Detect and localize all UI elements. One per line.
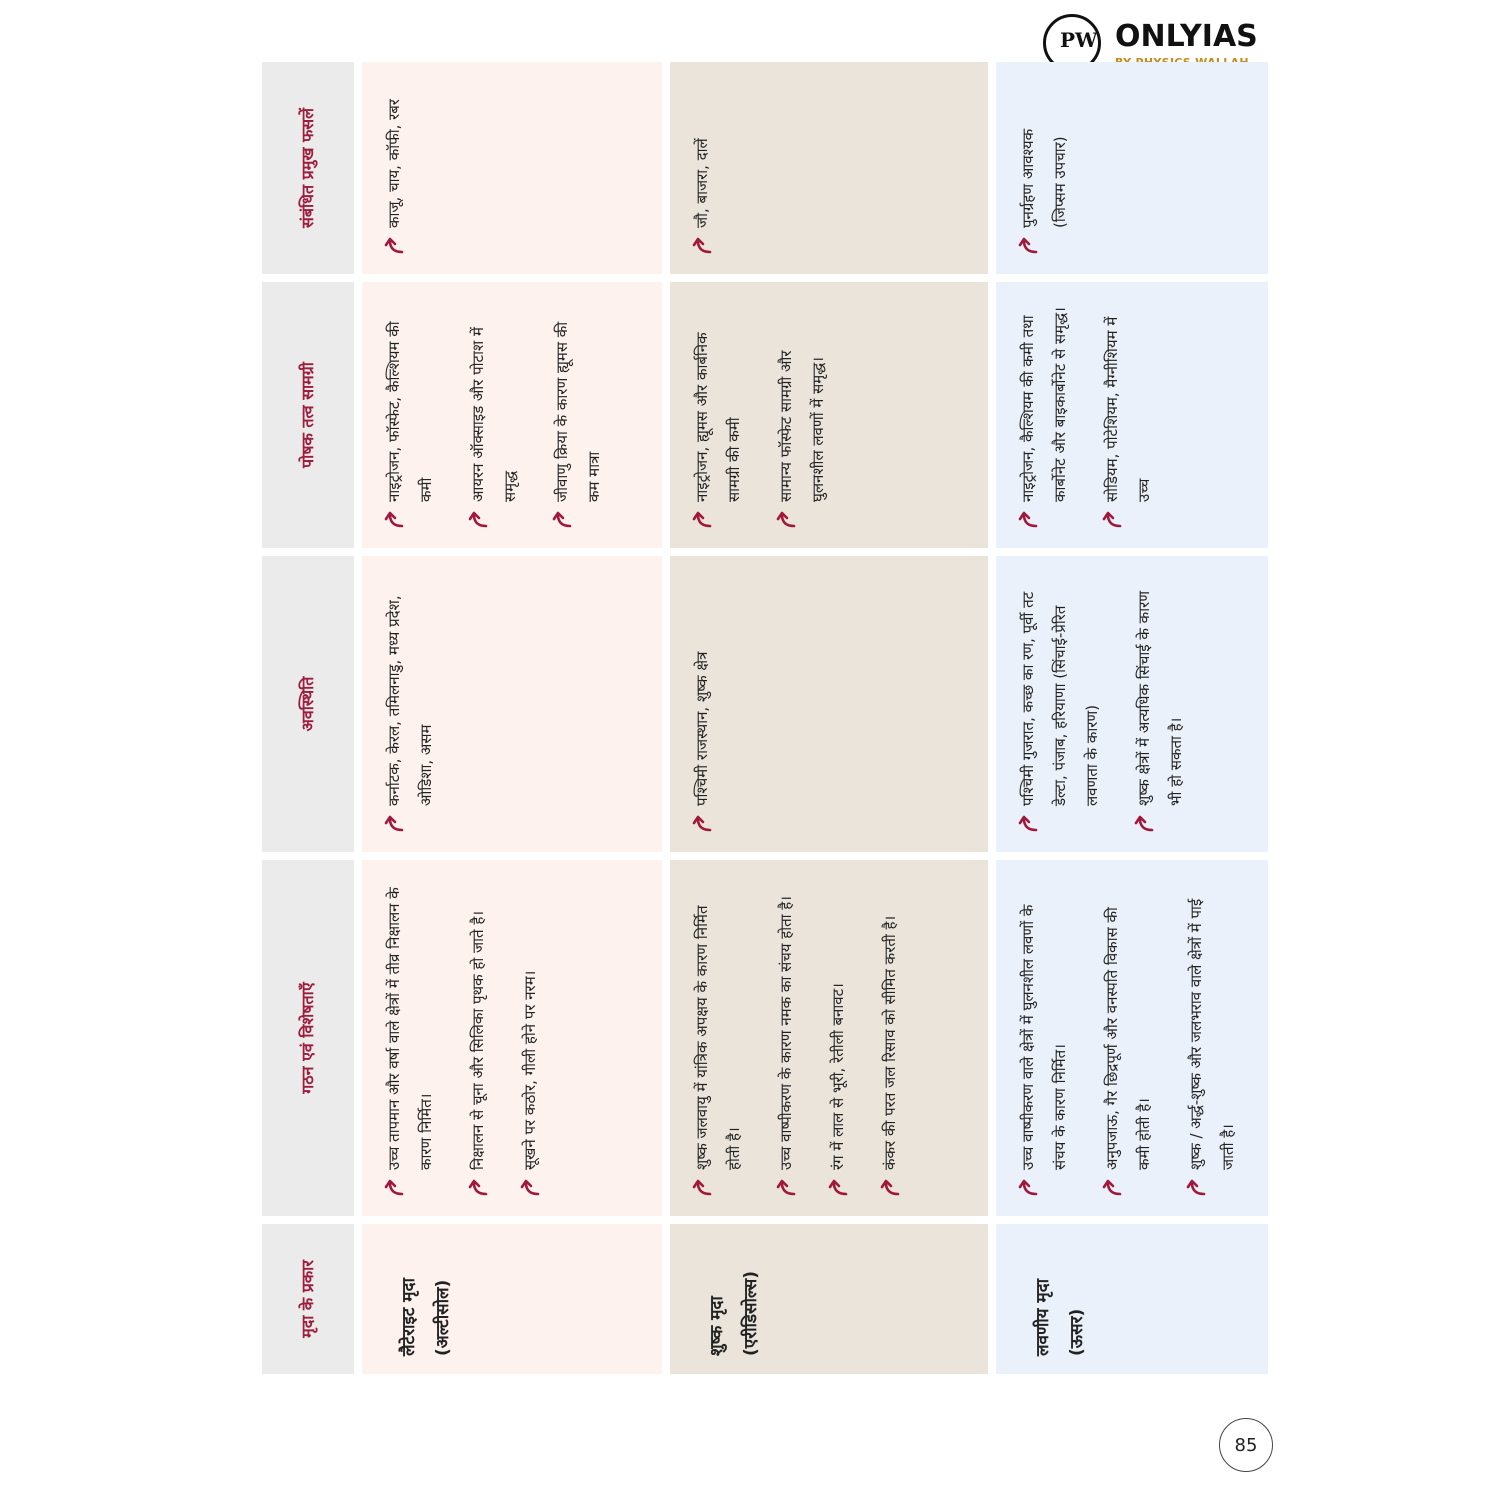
bullet-text: सामान्य फॉस्फेट सामग्री और घुलनशील लवणों में समृद्ध।	[777, 350, 827, 502]
curved-arrow-icon	[692, 508, 714, 530]
bullet-item	[462, 300, 526, 530]
curved-arrow-icon	[1018, 508, 1040, 530]
formation-cell	[670, 860, 988, 1216]
bullet-text: सूखने पर कठोर, गीली होने पर नरम।	[521, 970, 539, 1170]
bullet-item	[686, 878, 750, 1198]
curved-arrow-icon	[1134, 812, 1156, 834]
crops-cell	[670, 62, 988, 274]
bullet-text: पश्चिमी राजस्थान, शुष्क क्षेत्र	[693, 651, 711, 806]
curved-arrow-icon	[776, 1176, 798, 1198]
bullet-item	[378, 300, 442, 530]
header-formation: गठन एवं विशेषताएँ	[262, 860, 354, 1216]
bullet-text: कर्नाटक, केरल, तमिलनाडु, मध्य प्रदेश, ओडिशा, असम	[385, 595, 435, 806]
curved-arrow-icon	[520, 1176, 542, 1198]
curved-arrow-icon	[384, 234, 406, 256]
bullet-text: पुनर्ग्रहण आवश्यक (जिप्सम उपचार)	[1019, 128, 1069, 228]
curved-arrow-icon	[384, 812, 406, 834]
pw-letter-p: PW	[1060, 28, 1098, 52]
bullet-text: उच्च वाष्पीकरण के कारण नमक का संचय होता है।	[777, 896, 795, 1170]
crops-cell	[996, 62, 1268, 274]
bullet-text: नाइट्रोजन, फॉस्फेट, कैल्शियम की कमी	[385, 321, 435, 502]
curved-arrow-icon	[692, 1176, 714, 1198]
nutrients-cell	[362, 282, 662, 548]
bullet-item	[1096, 878, 1160, 1198]
soil-type-cell	[670, 1224, 988, 1374]
bullet-item	[514, 878, 546, 1198]
brand-name: ONLYIAS	[1115, 19, 1258, 54]
header-location: अवस्थिति	[262, 556, 354, 852]
bullet-text: शुष्क जलवायु में यांत्रिक अपक्षय के कारण निर्मित होती है।	[693, 905, 743, 1170]
soil-type-cell	[362, 1224, 662, 1374]
page-number: 85	[1219, 1418, 1273, 1472]
crops-cell	[362, 62, 662, 274]
curved-arrow-icon	[468, 508, 490, 530]
bullet-item	[1096, 300, 1160, 530]
bullet-item	[1012, 878, 1076, 1198]
bullet-text: पश्चिमी गुजरात, कच्छ का रण, पूर्वी तट डेल्टा, पंजाब, हरियाणा (सिंचाई-प्रेरित लवणता के कारण)	[1019, 591, 1101, 806]
bullet-item	[1128, 574, 1192, 834]
bullet-text: जीवाणु क्रिया के कारण ह्यूमस की कम मात्रा	[553, 321, 603, 502]
formation-cell	[362, 860, 662, 1216]
bullet-text: नाइट्रोजन, कैल्शियम की कमी तथा कार्बोनेट और बाइकार्बोनेट से समृद्ध।	[1019, 307, 1069, 502]
curved-arrow-icon	[692, 812, 714, 834]
bullet-item	[1012, 300, 1076, 530]
bullet-text: सोडियम, पोटेशियम, मैग्नीशियम में उच्च	[1103, 316, 1153, 502]
formation-cell	[996, 860, 1268, 1216]
bullet-item	[770, 300, 834, 530]
bullet-item	[378, 574, 442, 834]
bullet-text: शुष्क / अर्द्ध-शुष्क और जलभराव वाले क्षेत्रों में पाई जाती है।	[1187, 898, 1237, 1170]
curved-arrow-icon	[1186, 1176, 1208, 1198]
bullet-text: रंग में लाल से भूरी, रेतीली बनावट।	[829, 983, 847, 1170]
bullet-item	[378, 80, 410, 256]
nutrients-cell	[670, 282, 988, 548]
soil-type-alt-name: (ऊसर)	[1067, 1308, 1087, 1356]
bullet-item	[1180, 878, 1244, 1198]
header-nutrients: पोषक तत्व सामग्री	[262, 282, 354, 548]
soil-type-name: लैटेराइट मृदा	[399, 1278, 419, 1356]
bullet-text: उच्च तापमान और वर्षा वाले क्षेत्रों में तीव्र निक्षालन के कारण निर्मित।	[385, 887, 435, 1170]
header-soil-type: मृदा के प्रकार	[262, 1224, 354, 1374]
bullet-text: जौ, बाजरा, दालें	[693, 138, 711, 228]
curved-arrow-icon	[880, 1176, 902, 1198]
bullet-text: अनुपजाऊ, गैर छिद्रपूर्ण और वनस्पति विकास की कमी होती है।	[1103, 907, 1153, 1170]
soil-type-name: लवणीय मृदा	[1033, 1278, 1053, 1356]
bullet-item	[546, 300, 610, 530]
bullet-item	[770, 878, 802, 1198]
curved-arrow-icon	[1018, 1176, 1040, 1198]
soil-type-alt-name: (अल्टीसोल)	[433, 1279, 453, 1356]
bullet-item	[1012, 80, 1076, 256]
bullet-item	[462, 878, 494, 1198]
soil-type-name: शुष्क मृदा	[707, 1296, 727, 1356]
location-cell	[362, 556, 662, 852]
nutrients-cell	[996, 282, 1268, 548]
soil-table-rotated	[262, 94, 1244, 1374]
bullet-text: आयरन ऑक्साइड और पोटाश में समृद्ध	[469, 327, 519, 502]
bullet-text: शुष्क क्षेत्रों में अत्यधिक सिंचाई के कारण भी हो सकता है।	[1135, 590, 1185, 806]
bullet-item	[378, 878, 442, 1198]
bullet-text: निक्षालन से चूना और सिलिका पृथक हो जाते है।	[469, 910, 487, 1170]
curved-arrow-icon	[384, 1176, 406, 1198]
bullet-item	[874, 878, 906, 1198]
curved-arrow-icon	[776, 508, 798, 530]
bullet-item	[686, 300, 750, 530]
curved-arrow-icon	[1018, 812, 1040, 834]
bullet-text: काजू, चाय, कॉफी, रबर	[385, 99, 403, 228]
curved-arrow-icon	[468, 1176, 490, 1198]
bullet-text: कंकर की परत जल रिसाव को सीमित करती है।	[881, 915, 899, 1170]
location-cell	[670, 556, 988, 852]
soil-table	[262, 94, 1244, 1374]
bullet-text: नाइट्रोजन, ह्यूमस और कार्बनिक सामग्री की कमी	[693, 332, 743, 502]
curved-arrow-icon	[1018, 234, 1040, 256]
bullet-item	[686, 80, 718, 256]
location-cell	[996, 556, 1268, 852]
curved-arrow-icon	[1102, 508, 1124, 530]
header-crops: संबंधित प्रमुख फसलें	[262, 62, 354, 274]
soil-type-alt-name: (एरीडिसोल्स)	[741, 1270, 761, 1356]
bullet-item	[1012, 574, 1108, 834]
curved-arrow-icon	[552, 508, 574, 530]
curved-arrow-icon	[1102, 1176, 1124, 1198]
soil-type-cell	[996, 1224, 1268, 1374]
curved-arrow-icon	[828, 1176, 850, 1198]
bullet-item	[686, 574, 718, 834]
bullet-text: उच्च वाष्पीकरण वाले क्षेत्रों में घुलनशील लवणों के संचय के कारण निर्मित।	[1019, 904, 1069, 1170]
bullet-item	[822, 878, 854, 1198]
curved-arrow-icon	[384, 508, 406, 530]
curved-arrow-icon	[692, 234, 714, 256]
